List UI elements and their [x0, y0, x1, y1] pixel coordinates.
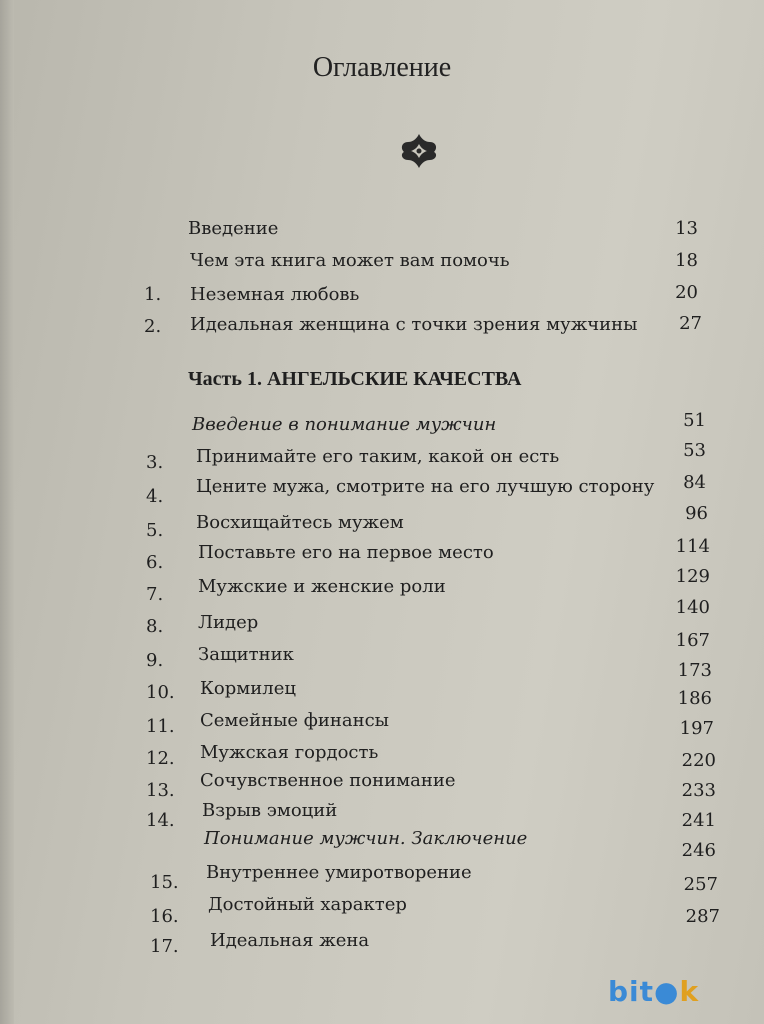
chapter-number: 17. [150, 936, 179, 957]
toc-title: Оглавление [312, 52, 452, 83]
chapter-number: 3. [146, 452, 164, 473]
part-heading[interactable]: Часть 1. АНГЕЛЬСКИЕ КАЧЕСТВА [188, 368, 522, 390]
toc-entry-chapter-14[interactable]: Взрыв эмоций [202, 800, 338, 821]
chapter-number: 10. [146, 682, 175, 703]
page-number: 129 [675, 566, 710, 587]
chapter-number: 12. [146, 748, 175, 769]
toc-entry-chapter-15[interactable]: Внутреннее умиротворение [206, 862, 472, 883]
chapter-number: 5. [146, 520, 164, 541]
toc-entry-how-book-helps[interactable]: Чем эта книга может вам помочь [190, 250, 510, 271]
page-number: 220 [681, 750, 716, 771]
toc-entry-chapter-16[interactable]: Достойный характер [208, 894, 407, 915]
page-number: 96 [685, 503, 708, 524]
toc-entry-chapter-5[interactable]: Восхищайтесь мужем [196, 512, 404, 533]
chapter-number: 14. [146, 810, 175, 831]
chapter-number: 13. [146, 780, 175, 801]
toc-entry-chapter-3[interactable]: Принимайте его таким, какой он есть [196, 446, 560, 467]
page-number: 173 [677, 660, 712, 681]
page-number: 51 [683, 410, 706, 431]
toc-entry-introduction[interactable]: Введение [188, 218, 279, 239]
toc-entry-chapter-8[interactable]: Лидер [198, 612, 259, 633]
toc-entry-chapter-6[interactable]: Поставьте его на первое место [198, 542, 494, 563]
page-number: 197 [679, 718, 714, 739]
toc-entry-chapter-11[interactable]: Семейные финансы [200, 710, 389, 731]
page-number: 140 [675, 597, 710, 618]
watermark-logo [608, 975, 699, 1008]
toc-entry-chapter-13[interactable]: Сочувственное понимание [200, 770, 456, 791]
toc-entry-chapter-7[interactable]: Мужские и женские роли [198, 576, 446, 597]
chapter-number: 16. [150, 906, 179, 927]
chapter-number: 2. [144, 316, 162, 337]
watermark-text: bit [608, 975, 655, 1008]
chapter-number: 7. [146, 584, 164, 605]
toc-entry-part1-conclusion[interactable]: Понимание мужчин. Заключение [204, 828, 528, 849]
chapter-number: 11. [146, 716, 175, 737]
page-number: 287 [685, 906, 720, 927]
toc-entry-chapter-1[interactable]: Неземная любовь [190, 284, 360, 305]
page-number: 84 [683, 472, 706, 493]
page-number: 233 [681, 780, 716, 801]
page-number: 27 [679, 313, 702, 334]
page-gutter [0, 0, 14, 1024]
page-number: 53 [683, 440, 706, 461]
toc-entry-chapter-17[interactable]: Идеальная жена [210, 930, 370, 951]
toc-entry-chapter-10[interactable]: Кормилец [200, 678, 296, 699]
toc-entry-chapter-2[interactable]: Идеальная женщина с точки зрения мужчины [190, 314, 638, 335]
page-number: 246 [681, 840, 716, 861]
toc-entry-part1-intro[interactable]: Введение в понимание мужчин [192, 414, 497, 435]
page-number: 114 [675, 536, 710, 557]
chapter-number: 15. [150, 872, 179, 893]
page-number: 167 [675, 630, 710, 651]
toc-entry-chapter-9[interactable]: Защитник [198, 644, 294, 665]
page-number: 186 [677, 688, 712, 709]
page-number: 18 [675, 250, 698, 271]
chapter-number: 4. [146, 486, 164, 507]
toc-entry-chapter-4[interactable]: Цените мужа, смотрите на его лучшую сторону [196, 476, 655, 497]
toc-entry-chapter-12[interactable]: Мужская гордость [200, 742, 379, 763]
watermark-suffix: k [679, 975, 700, 1008]
page-number: 257 [683, 874, 718, 895]
chapter-number: 1. [144, 284, 162, 305]
chapter-number: 8. [146, 616, 164, 637]
watermark-coin-icon: ● [654, 975, 680, 1008]
fleuron-ornament-icon [394, 130, 444, 172]
chapter-number: 6. [146, 552, 164, 573]
page-number: 13 [675, 218, 698, 239]
chapter-number: 9. [146, 650, 164, 671]
page-number: 241 [681, 810, 716, 831]
page-number: 20 [675, 282, 698, 303]
